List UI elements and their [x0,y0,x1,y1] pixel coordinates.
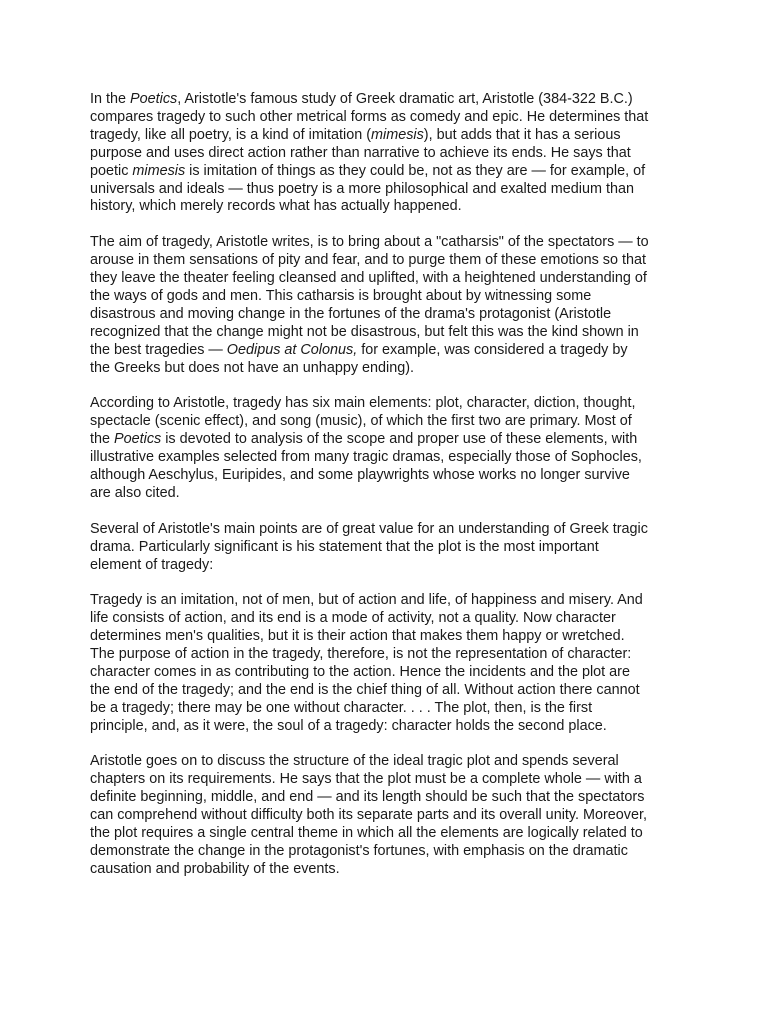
text-run: purpose and uses direct action rather than narrative to achieve its ends. He says that [90,144,631,161]
text-line [90,700,690,718]
text-run: is imitation of things as they could be, not as they are — for example, of [185,162,646,179]
text-run: drama. Particularly significant is his statement that the plot is the most important [90,538,599,555]
text-line [90,753,690,771]
text-run: the Greeks but does not have an unhappy ending). [90,359,415,376]
text-run: tragedy, like all poetry, is a kind of imitation ( [90,126,372,143]
text-line [90,682,690,700]
text-run: life consists of action, and its end is a mode of activity, not a quality. Now character [90,610,616,627]
text-run: although Aeschylus, Euripides, and some playwrights whose works no longer survive [90,467,630,483]
text-line [90,664,690,682]
text-line [90,861,690,879]
text-line [90,771,690,789]
text-line [90,163,690,181]
text-run: definite beginning, middle, and end — and its length should be such that the spectators [90,789,645,806]
text-line [90,539,690,557]
text-run: character comes in as contributing to the action. Hence the incidents and the plot are [90,663,630,680]
paragraph-4 [90,521,690,575]
text-run: disastrous and moving change in the fortunes of the drama's protagonist (Aristotle [90,305,612,322]
text-line [90,181,690,199]
text-run: The aim of tragedy, Aristotle writes, is to bring about a "catharsis" of the spectators — to [90,234,649,251]
text-run: demonstrate the change in the protagonist's fortunes, with emphasis on the dramatic [90,842,628,859]
text-run: is devoted to analysis of the scope and proper use of these elements, with [161,431,638,448]
text-line [90,592,690,610]
text-run: history, which merely records what has actually happened. [90,198,462,215]
italic-text-run: mimesis [371,126,424,143]
text-run: can comprehend without difficulty both its separate parts and its overall unity. Moreover, [90,807,647,824]
paragraph-1 [90,91,690,216]
text-line [90,270,690,288]
text-line [90,449,690,467]
text-run: In the [90,91,131,107]
text-run: for example, was considered a tragedy by [357,341,628,358]
italic-text-run: Oedipus at Colonus, [226,341,358,358]
italic-text-run: Poetics [130,91,178,107]
text-line [90,145,690,163]
paragraph-2 [90,234,690,377]
text-line [90,127,690,145]
text-run: arouse in them sensations of pity and fear, and to purge them of these emotions so that [90,252,646,269]
text-run: Aristotle goes on to discuss the structure of the ideal tragic plot and spends several [90,753,619,770]
text-line [90,109,690,127]
text-run: be a tragedy; there may be one without character. . . . The plot, then, is the first [90,699,593,716]
text-run: chapters on its requirements. He says that the plot must be a complete whole — with a [90,771,642,788]
text-line [90,431,690,449]
text-line [90,521,690,539]
text-run: Several of Aristotle's main points are of great value for an understanding of Greek tragic [90,520,648,537]
text-run: the ways of gods and men. This catharsis is brought about by witnessing some [90,287,592,304]
text-line [90,485,690,503]
text-run: compares tragedy to such other metrical forms as comedy and epic. He determines that [90,108,649,125]
text-run: recognized that the change might not be disastrous, but felt this was the kind shown in [90,323,639,340]
italic-text-run: Poetics [114,431,162,448]
paragraph-6 [90,753,690,878]
text-line [90,324,690,342]
text-line [90,91,690,109]
text-line [90,843,690,861]
text-line [90,825,690,843]
italic-text-run: mimesis [132,162,186,179]
text-run: , Aristotle's famous study of Greek dramatic art, Aristotle (384-322 B.C.) [177,91,633,107]
text-run: the end of the tragedy; and the end is the chief thing of all. Without action there cannot [90,681,640,698]
text-line [90,646,690,664]
text-run: principle, and, as it were, the soul of a tragedy: character holds the second place. [90,717,607,734]
text-line [90,467,690,485]
text-run: Tragedy is an imitation, not of men, but of action and life, of happiness and misery. And [90,592,643,609]
text-line [90,234,690,252]
text-run: poetic [90,162,133,179]
text-line [90,252,690,270]
text-line [90,628,690,646]
text-run: According to Aristotle, tragedy has six main elements: plot, character, diction, thought, [90,395,636,412]
text-run: the [90,431,115,448]
text-line [90,807,690,825]
text-run: causation and probability of the events. [90,860,340,877]
text-line [90,718,690,736]
text-run: determines men's qualities, but it is their action that makes them happy or wretched. [90,628,625,645]
text-run: the best tragedies — [90,341,227,358]
text-line [90,557,690,575]
text-line [90,342,690,360]
text-line [90,360,690,378]
document-body [90,91,690,897]
text-run: illustrative examples selected from many tragic dramas, especially those of Sophocles, [90,449,642,466]
text-line [90,306,690,324]
text-line [90,413,690,431]
text-run: The purpose of action in the tragedy, therefore, is not the representation of character: [90,646,632,663]
text-line [90,198,690,216]
text-line [90,610,690,628]
paragraph-5 [90,592,690,735]
text-run: they leave the theater feeling cleansed and uplifted, with a heightened understanding of [90,270,647,287]
text-run: ), but adds that it has a serious [423,126,621,143]
paragraph-3 [90,395,690,502]
text-line [90,789,690,807]
text-run: are also cited. [90,484,180,501]
text-run: universals and ideals — thus poetry is a more philosophical and exalted medium than [90,180,634,197]
text-run: spectacle (scenic effect), and song (music), of which the first two are primary. Most of [90,413,632,430]
text-run: the plot requires a single central theme in which all the elements are logically related to [90,825,643,842]
text-line [90,288,690,306]
text-run: element of tragedy: [90,556,214,573]
text-line [90,395,690,413]
